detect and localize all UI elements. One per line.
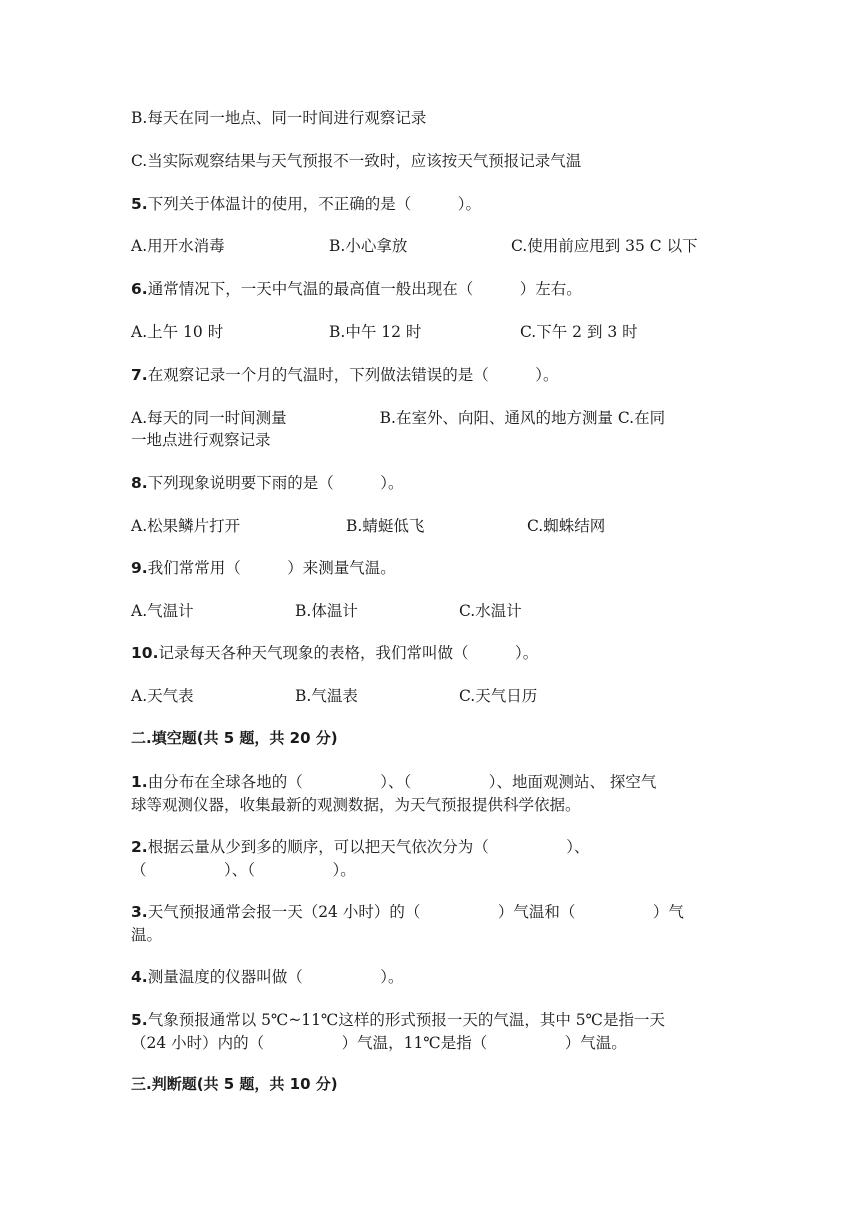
question-number: 8.	[131, 474, 148, 492]
q8-option-a: A.松果鳞片打开	[131, 517, 241, 535]
option-c-prev: C.当实际观察结果与天气预报不一致时，应该按天气预报记录气温	[131, 152, 582, 170]
fill-question-3-line-2: 温。	[131, 926, 163, 944]
question-8	[131, 471, 403, 493]
question-number: 6.	[131, 280, 148, 298]
question-number: 7.	[131, 366, 148, 384]
question-text: 在观察记录一个月的气温时，下列做法错误的是（ ）。	[147, 366, 559, 384]
q10-option-b: B.气温表	[295, 687, 358, 705]
q6-option-b: B.中午 12 时	[329, 323, 422, 341]
q5-option-b: B.小心拿放	[329, 237, 408, 255]
question-text: 天气预报通常会报一天（24 小时）的（ ）气温和（ ）气	[147, 903, 684, 921]
question-number: 9.	[131, 559, 148, 577]
fill-question-5-line-2: （24 小时）内的（ ）气温，11℃是指（ ）气温。	[131, 1034, 627, 1052]
fill-question-4	[131, 965, 403, 987]
question-7	[131, 363, 558, 385]
fill-question-3	[131, 900, 684, 922]
q10-option-c: C.天气日历	[459, 687, 538, 705]
section-heading-true-false: 三.判断题(共 5 题，共 10 分)	[131, 1075, 338, 1093]
fill-question-1-line-2: 球等观测仪器，收集最新的观测数据，为天气预报提供科学依据。	[131, 796, 581, 814]
q7-options-line-1: A.每天的同一时间测量 B.在室外、向阳、通风的地方测量 C.在同	[131, 409, 666, 427]
question-6	[131, 277, 582, 299]
q8-option-c: C.蜘蛛结网	[527, 517, 606, 535]
question-text: 下列关于体温计的使用，不正确的是（ ）。	[147, 195, 481, 213]
fill-question-2	[131, 835, 589, 857]
question-text: 我们常常用（ ）来测量气温。	[147, 559, 396, 577]
question-text: 记录每天各种天气现象的表格，我们常叫做（ ）。	[158, 644, 539, 662]
q6-option-a: A.上午 10 时	[131, 323, 224, 341]
section-heading-fill-in: 二.填空题(共 5 题，共 20 分)	[131, 729, 338, 747]
question-number: 5.	[131, 195, 148, 213]
fill-question-5	[131, 1008, 665, 1030]
q9-option-b: B.体温计	[295, 602, 358, 620]
question-number: 5.	[131, 1011, 148, 1029]
question-text: 气象预报通常以 5℃~11℃这样的形式预报一天的气温，其中 5℃是指一天	[147, 1011, 665, 1029]
option-b-prev: B.每天在同一地点、同一时间进行观察记录	[131, 109, 427, 127]
q9-option-c: C.水温计	[459, 602, 522, 620]
question-number: 1.	[131, 773, 148, 791]
question-text: 测量温度的仪器叫做（ ）。	[147, 968, 404, 986]
question-text: 通常情况下，一天中气温的最高值一般出现在（ ）左右。	[147, 280, 582, 298]
question-9	[131, 556, 396, 578]
q10-option-a: A.天气表	[131, 687, 194, 705]
q9-option-a: A.气温计	[131, 602, 194, 620]
question-text: 下列现象说明要下雨的是（ ）。	[147, 474, 404, 492]
question-number: 3.	[131, 903, 148, 921]
q8-option-b: B.蜻蜓低飞	[346, 517, 425, 535]
question-number: 4.	[131, 968, 148, 986]
question-5	[131, 192, 481, 214]
question-number: 2.	[131, 838, 148, 856]
q7-options-line-2: 一地点进行观察记录	[131, 431, 271, 449]
q5-option-a: A.用开水消毒	[131, 237, 225, 255]
question-number: 10.	[131, 644, 159, 662]
question-text: 由分布在全球各地的（ ）、（ ）、地面观测站、 探空气	[147, 773, 657, 791]
q6-option-c: C.下午 2 到 3 时	[520, 323, 638, 341]
question-10	[131, 641, 538, 663]
question-text: 根据云量从少到多的顺序，可以把天气依次分为（ ）、	[147, 838, 590, 856]
fill-question-1	[131, 770, 656, 792]
fill-question-2-line-2: （ ）、（ ）。	[131, 861, 356, 879]
q5-option-c: C.使用前应甩到 35 C 以下	[511, 237, 698, 255]
